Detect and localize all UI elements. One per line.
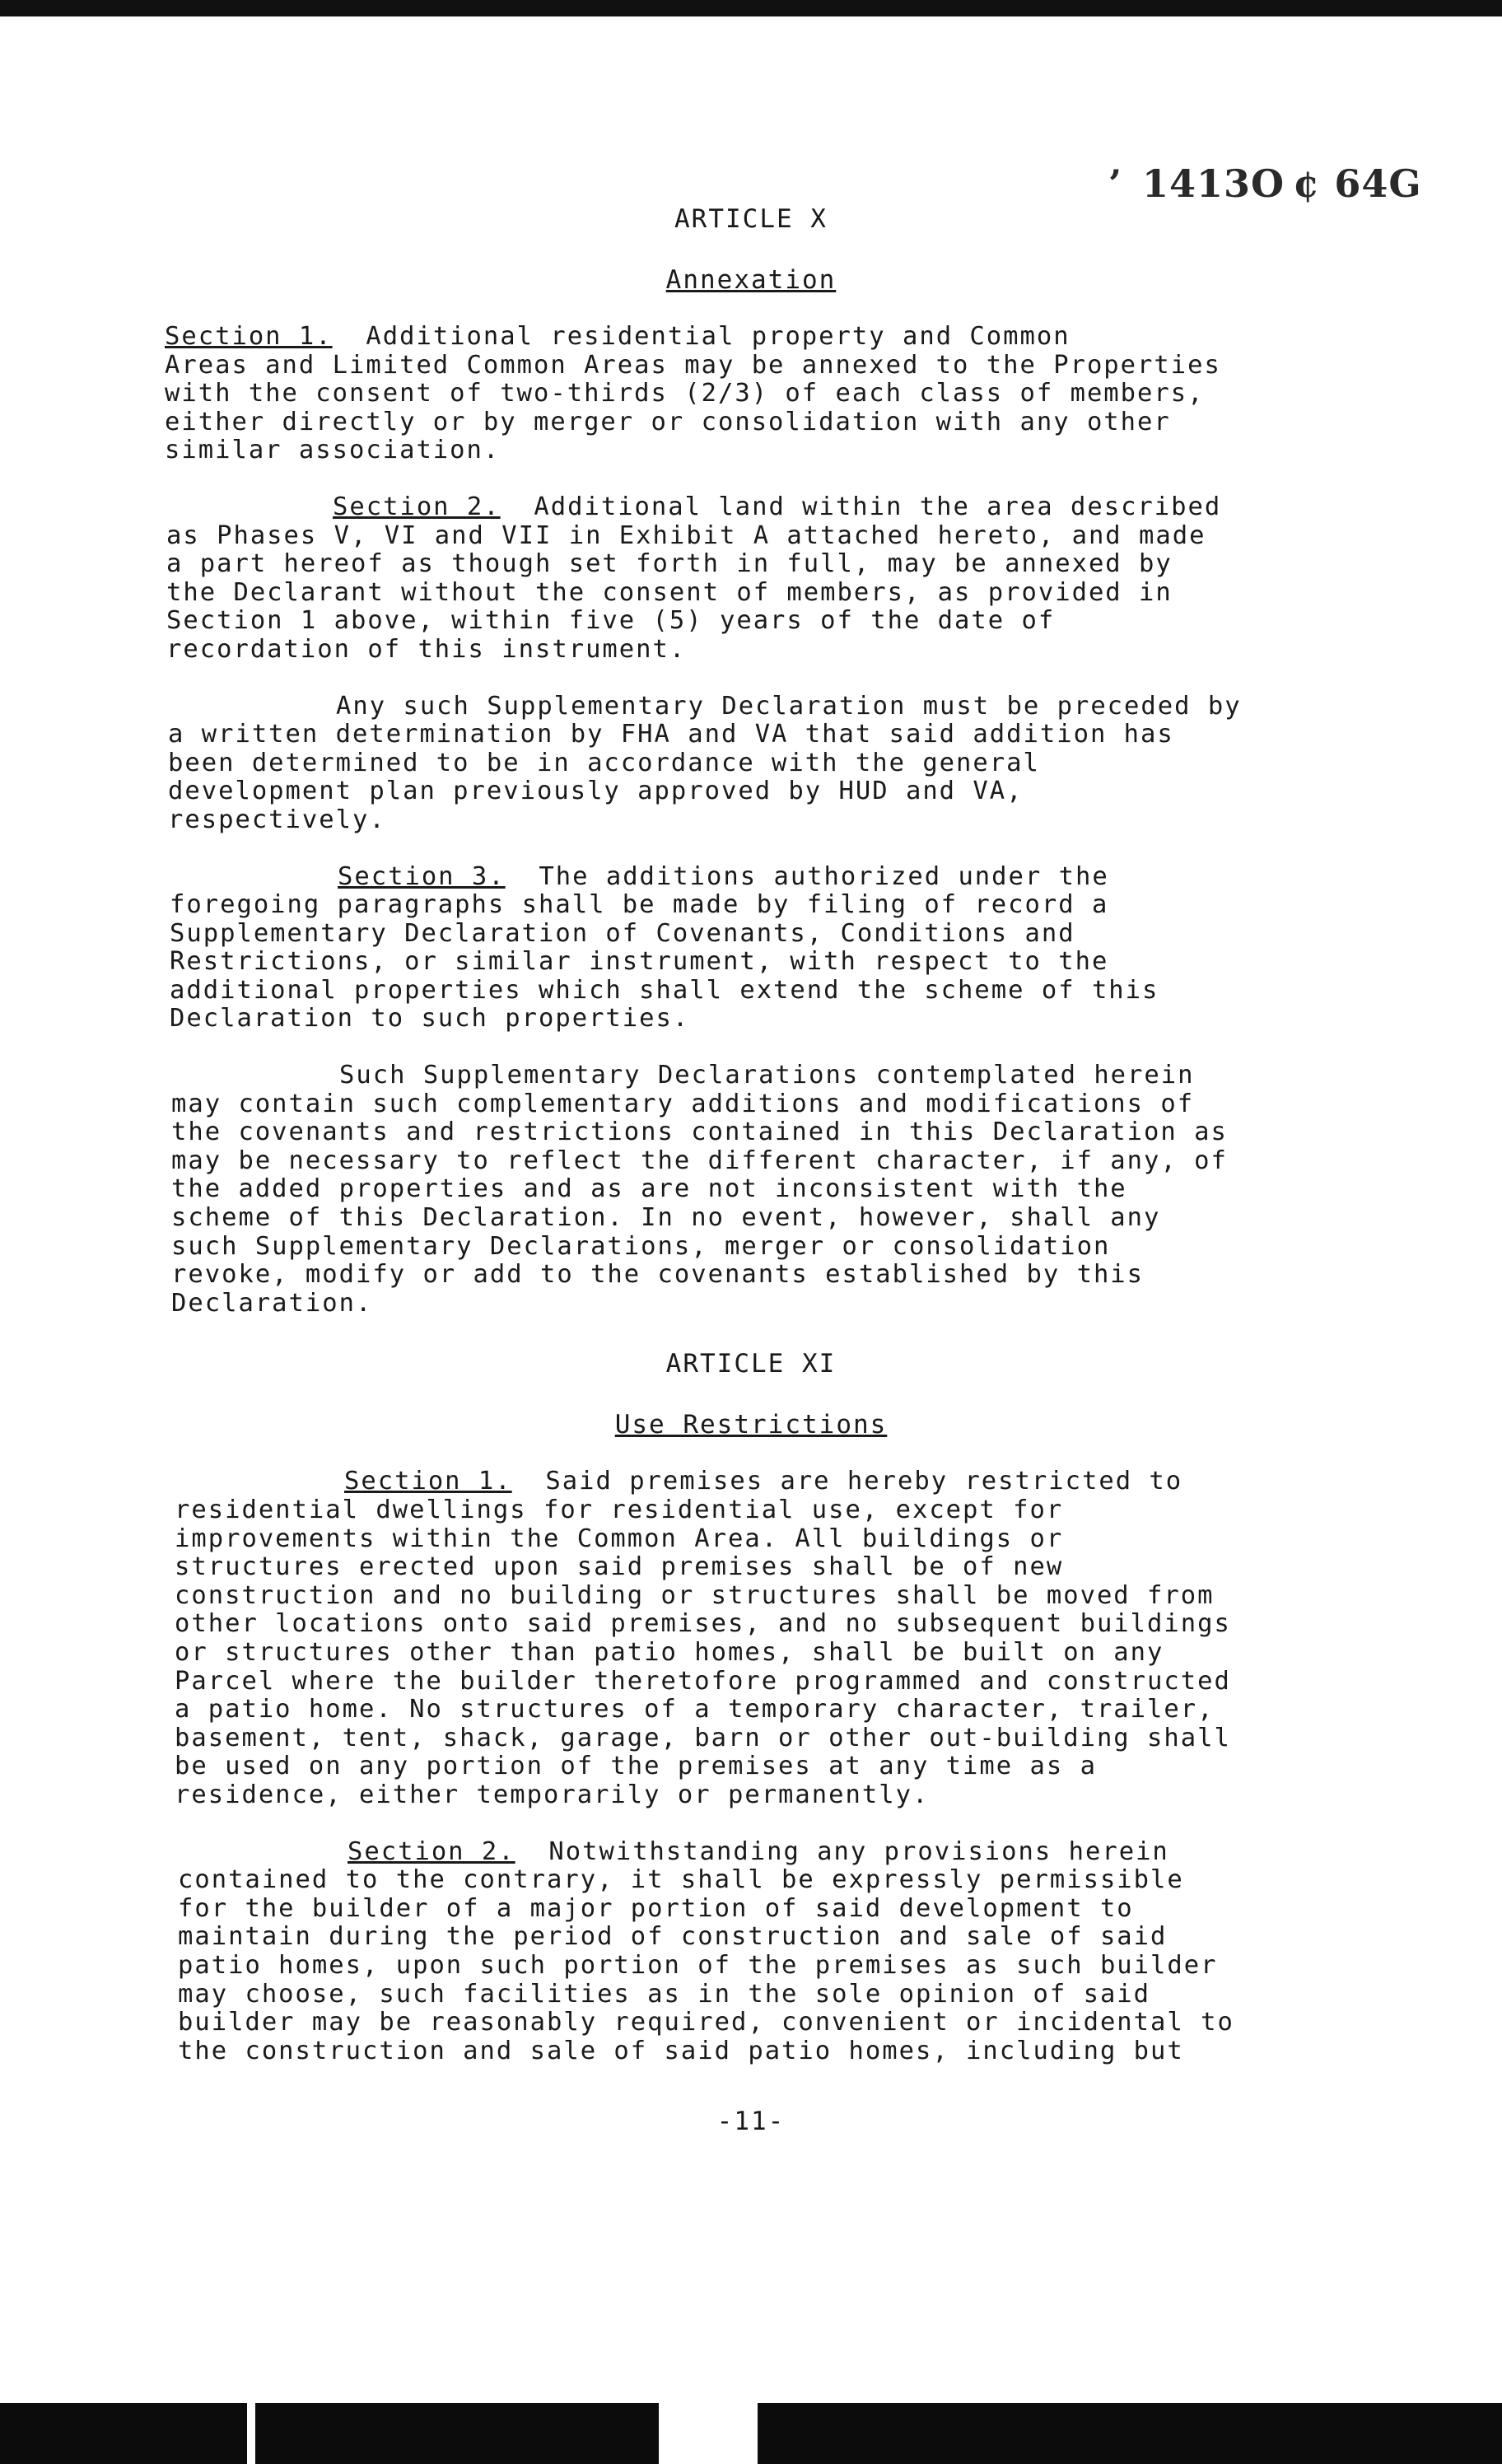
para-line: the Declarant without the consent of members, as provided in — [166, 577, 1173, 607]
para-line: the covenants and restrictions contained in this Declaration as — [171, 1118, 1228, 1147]
scan-border-top — [0, 0, 1502, 16]
para-line: as Phases V, VI and VII in Exhibit A attached hereto, and made — [166, 520, 1206, 550]
page-number: -11- — [716, 2107, 786, 2137]
para-line: Declaration. — [171, 1288, 373, 1318]
para-line: a patio home. No structures of a temporary character, trailer, — [175, 1695, 1215, 1724]
article-x-fha-va-paragraph — [336, 693, 1502, 721]
recording-stamp: ’ 1413O ¢ 64G — [1108, 161, 1422, 206]
para-line: may choose, such facilities as in the sole opinion of said — [178, 1979, 1151, 2009]
para-line: structures erected upon said premises shall be of new — [175, 1552, 1064, 1582]
article-xi-heading: ARTICLE XI — [665, 1349, 837, 1379]
para-line: Any such Supplementary Declaration must be preceded by — [336, 691, 1242, 721]
section-label: Section 1. — [165, 322, 333, 351]
para-line: foregoing paragraphs shall be made by filing of record a — [170, 890, 1109, 920]
article-xi-section-1 — [344, 1468, 1502, 1496]
para-line: may be necessary to reflect the different character, if any, of — [171, 1146, 1228, 1175]
para-line: the added properties and as are not inconsistent with the — [171, 1174, 1127, 1204]
para-line: either directly or by merger or consolidation with any other — [165, 407, 1171, 436]
para-line: a part hereof as though set forth in full, may be annexed by — [166, 549, 1173, 579]
para-line: patio homes, upon such portion of the premises as such builder — [178, 1950, 1218, 1980]
article-x-supplementary-paragraph — [339, 1062, 1502, 1090]
scan-gap — [659, 2403, 758, 2464]
section-label: Section 2. — [348, 1836, 515, 1866]
para-line: been determined to be in accordance with the general — [168, 748, 1040, 777]
article-xi-subheading — [0, 1410, 1502, 1440]
para-line: Notwithstanding any provisions herein — [548, 1836, 1169, 1866]
article-x-section-1 — [165, 323, 1502, 352]
para-line: for the builder of a major portion of said development to — [178, 1893, 1134, 1923]
document-page — [0, 198, 1502, 2136]
para-line: a written determination by FHA and VA that said addition has — [168, 720, 1174, 749]
article-xi-subheading-text: Use Restrictions — [614, 1410, 888, 1440]
para-line: Additional land within the area described — [534, 492, 1222, 521]
para-line: Additional residential property and Common — [366, 322, 1071, 351]
article-x-subheading — [0, 265, 1502, 295]
para-line: with the consent of two-thirds (2/3) of each class of members, — [165, 379, 1205, 408]
scan-gap — [247, 2403, 255, 2464]
article-x-heading: ARTICLE X — [674, 204, 828, 234]
para-line: Said premises are hereby restricted to — [545, 1467, 1183, 1496]
para-line: builder may be reasonably required, convenient or incidental to — [178, 2008, 1234, 2037]
article-x-section-1-body — [165, 352, 1502, 465]
para-line: Parcel where the builder theretofore programmed and constructed — [175, 1666, 1231, 1696]
para-line: Areas and Limited Common Areas may be annexed to the Properties — [165, 350, 1221, 380]
article-xi-section-2-body — [178, 1866, 1502, 2065]
para-line: other locations onto said premises, and no subsequent buildings — [175, 1609, 1231, 1639]
para-line: Declaration to such properties. — [170, 1004, 690, 1034]
para-line: residential dwellings for residential use, except for — [175, 1496, 1064, 1524]
para-line: revoke, modify or add to the covenants established by this — [171, 1260, 1145, 1290]
para-line: additional properties which shall extend the scheme of this — [170, 975, 1159, 1005]
para-line: The additions authorized under the — [539, 861, 1109, 891]
para-line: similar association. — [165, 436, 501, 465]
article-x-subheading-text: Annexation — [665, 265, 837, 295]
para-line: Restrictions, or similar instrument, with respect to the — [170, 947, 1109, 977]
article-x-section-3-body — [170, 891, 1502, 1034]
article-xi-section-2 — [348, 1838, 1502, 1867]
para-line: Supplementary Declaration of Covenants, Conditions and — [170, 918, 1075, 948]
para-line: or structures other than patio homes, shall be built on any — [175, 1637, 1164, 1667]
section-label: Section 1. — [344, 1467, 512, 1496]
article-xi-section-1-body — [175, 1496, 1502, 1810]
para-line: Such Supplementary Declarations contemplated herein — [339, 1061, 1195, 1090]
para-line: Section 1 above, within five (5) years of the date of — [166, 606, 1056, 636]
para-line: be used on any portion of the premises at any time as a — [175, 1752, 1097, 1781]
article-x-supplementary-body — [171, 1090, 1502, 1318]
section-label: Section 2. — [333, 492, 501, 521]
para-line: residence, either temporarily or permanently. — [175, 1780, 930, 1809]
para-line: basement, tent, shack, garage, barn or other out-building shall — [175, 1723, 1231, 1752]
para-line: scheme of this Declaration. In no event, however, shall any — [171, 1203, 1161, 1233]
article-x-section-2-body — [166, 522, 1502, 665]
para-line: such Supplementary Declarations, merger or consolidation — [171, 1231, 1111, 1261]
scan-border-bottom — [0, 2403, 1502, 2464]
section-label: Section 3. — [338, 861, 506, 891]
para-line: contained to the contrary, it shall be expressly permissible — [178, 1865, 1184, 1895]
para-line: recordation of this instrument. — [166, 634, 687, 664]
article-x-section-3 — [338, 863, 1502, 892]
para-line: construction and no building or structures shall be moved from — [175, 1580, 1215, 1610]
article-x-fha-va-body — [168, 721, 1502, 834]
para-line: maintain during the period of construction and sale of said — [178, 1922, 1168, 1952]
para-line: the construction and sale of said patio homes, including but — [178, 2036, 1184, 2065]
para-line: respectively. — [168, 805, 386, 834]
para-line: improvements within the Common Area. All buildings or — [175, 1524, 1064, 1553]
para-line: may contain such complementary additions and modifications of — [171, 1089, 1195, 1118]
article-x-section-2 — [333, 493, 1502, 522]
para-line: development plan previously approved by HUD and VA, — [168, 777, 1024, 806]
